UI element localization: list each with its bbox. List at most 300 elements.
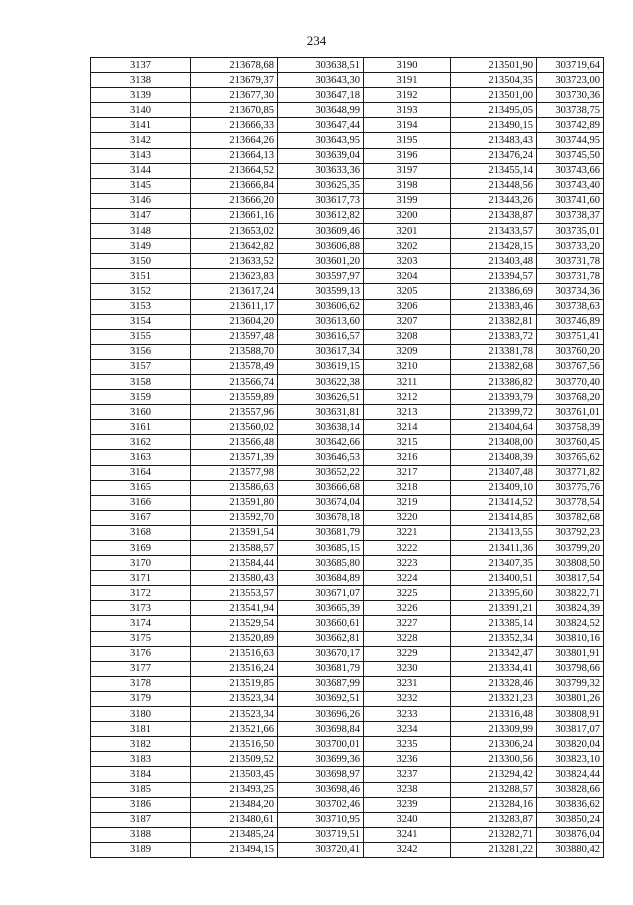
point-number-cell: 3196 (364, 148, 451, 163)
y-coordinate-cell: 303692,51 (278, 691, 364, 706)
point-number-cell: 3163 (91, 450, 191, 465)
point-number-cell: 3227 (364, 616, 451, 631)
point-number-cell: 3170 (91, 556, 191, 571)
y-coordinate-cell: 303733,20 (537, 239, 604, 254)
point-number-cell: 3137 (91, 58, 191, 73)
table-row (91, 118, 604, 133)
y-coordinate-cell: 303710,95 (278, 812, 364, 827)
y-coordinate-cell: 303730,36 (537, 88, 604, 103)
x-coordinate-cell: 213580,43 (191, 571, 278, 586)
table-row (91, 842, 604, 857)
y-coordinate-cell: 303824,39 (537, 601, 604, 616)
x-coordinate-cell: 213633,52 (191, 254, 278, 269)
x-coordinate-cell: 213677,30 (191, 88, 278, 103)
x-coordinate-cell: 213578,49 (191, 359, 278, 374)
x-coordinate-cell: 213520,89 (191, 631, 278, 646)
y-coordinate-cell: 303746,89 (537, 314, 604, 329)
point-number-cell: 3197 (364, 163, 451, 178)
point-number-cell: 3154 (91, 314, 191, 329)
y-coordinate-cell: 303731,78 (537, 269, 604, 284)
table-row (91, 601, 604, 616)
x-coordinate-cell: 213516,50 (191, 737, 278, 752)
y-coordinate-cell: 303799,20 (537, 541, 604, 556)
x-coordinate-cell: 213623,83 (191, 269, 278, 284)
table-row (91, 374, 604, 389)
y-coordinate-cell: 303625,35 (278, 178, 364, 193)
point-number-cell: 3231 (364, 676, 451, 691)
y-coordinate-cell: 303719,64 (537, 58, 604, 73)
y-coordinate-cell: 303670,17 (278, 646, 364, 661)
point-number-cell: 3183 (91, 752, 191, 767)
y-coordinate-cell: 303687,99 (278, 676, 364, 691)
y-coordinate-cell: 303647,18 (278, 88, 364, 103)
x-coordinate-cell: 213382,81 (451, 314, 537, 329)
point-number-cell: 3215 (364, 435, 451, 450)
point-number-cell: 3211 (364, 374, 451, 389)
x-coordinate-cell: 213588,57 (191, 541, 278, 556)
point-number-cell: 3195 (364, 133, 451, 148)
table-row (91, 239, 604, 254)
x-coordinate-cell: 213283,87 (451, 812, 537, 827)
y-coordinate-cell: 303617,73 (278, 193, 364, 208)
point-number-cell: 3150 (91, 254, 191, 269)
y-coordinate-cell: 303817,07 (537, 722, 604, 737)
table-row (91, 103, 604, 118)
y-coordinate-cell: 303612,82 (278, 208, 364, 223)
point-number-cell: 3159 (91, 390, 191, 405)
table-row (91, 148, 604, 163)
x-coordinate-cell: 213484,20 (191, 797, 278, 812)
x-coordinate-cell: 213306,24 (451, 737, 537, 752)
x-coordinate-cell: 213642,82 (191, 239, 278, 254)
y-coordinate-cell: 303606,88 (278, 239, 364, 254)
point-number-cell: 3147 (91, 208, 191, 223)
x-coordinate-cell: 213480,61 (191, 812, 278, 827)
table-row (91, 299, 604, 314)
x-coordinate-cell: 213393,79 (451, 390, 537, 405)
y-coordinate-cell: 303719,51 (278, 827, 364, 842)
x-coordinate-cell: 213288,57 (451, 782, 537, 797)
x-coordinate-cell: 213493,25 (191, 782, 278, 797)
y-coordinate-cell: 303699,36 (278, 752, 364, 767)
y-coordinate-cell: 303599,13 (278, 284, 364, 299)
point-number-cell: 3191 (364, 73, 451, 88)
y-coordinate-cell: 303741,60 (537, 193, 604, 208)
x-coordinate-cell: 213414,85 (451, 510, 537, 525)
point-number-cell: 3138 (91, 73, 191, 88)
x-coordinate-cell: 213611,17 (191, 299, 278, 314)
x-coordinate-cell: 213394,57 (451, 269, 537, 284)
y-coordinate-cell: 303681,79 (278, 525, 364, 540)
y-coordinate-cell: 303836,62 (537, 797, 604, 812)
point-number-cell: 3240 (364, 812, 451, 827)
point-number-cell: 3172 (91, 586, 191, 601)
y-coordinate-cell: 303609,46 (278, 224, 364, 239)
table-row (91, 556, 604, 571)
y-coordinate-cell: 303731,78 (537, 254, 604, 269)
table-row (91, 133, 604, 148)
point-number-cell: 3177 (91, 661, 191, 676)
table-row (91, 359, 604, 374)
table-row (91, 661, 604, 676)
point-number-cell: 3225 (364, 586, 451, 601)
x-coordinate-cell: 213557,96 (191, 405, 278, 420)
x-coordinate-cell: 213352,34 (451, 631, 537, 646)
point-number-cell: 3198 (364, 178, 451, 193)
x-coordinate-cell: 213521,66 (191, 722, 278, 737)
point-number-cell: 3202 (364, 239, 451, 254)
y-coordinate-cell: 303738,63 (537, 299, 604, 314)
x-coordinate-cell: 213653,02 (191, 224, 278, 239)
y-coordinate-cell: 303652,22 (278, 465, 364, 480)
point-number-cell: 3223 (364, 556, 451, 571)
x-coordinate-cell: 213566,74 (191, 374, 278, 389)
y-coordinate-cell: 303808,91 (537, 707, 604, 722)
point-number-cell: 3222 (364, 541, 451, 556)
y-coordinate-cell: 303760,20 (537, 344, 604, 359)
y-coordinate-cell: 303723,00 (537, 73, 604, 88)
y-coordinate-cell: 303758,39 (537, 420, 604, 435)
point-number-cell: 3148 (91, 224, 191, 239)
y-coordinate-cell: 303698,97 (278, 767, 364, 782)
x-coordinate-cell: 213282,71 (451, 827, 537, 842)
point-number-cell: 3229 (364, 646, 451, 661)
x-coordinate-cell: 213409,10 (451, 480, 537, 495)
x-coordinate-cell: 213516,63 (191, 646, 278, 661)
table-row (91, 58, 604, 73)
point-number-cell: 3209 (364, 344, 451, 359)
y-coordinate-cell: 303876,04 (537, 827, 604, 842)
table-row (91, 405, 604, 420)
x-coordinate-cell: 213664,13 (191, 148, 278, 163)
point-number-cell: 3234 (364, 722, 451, 737)
table-row (91, 329, 604, 344)
y-coordinate-cell: 303662,81 (278, 631, 364, 646)
y-coordinate-cell: 303684,89 (278, 571, 364, 586)
x-coordinate-cell: 213328,46 (451, 676, 537, 691)
x-coordinate-cell: 213591,80 (191, 495, 278, 510)
x-coordinate-cell: 213400,51 (451, 571, 537, 586)
table-row (91, 525, 604, 540)
x-coordinate-cell: 213566,48 (191, 435, 278, 450)
point-number-cell: 3206 (364, 299, 451, 314)
x-coordinate-cell: 213386,82 (451, 374, 537, 389)
point-number-cell: 3207 (364, 314, 451, 329)
y-coordinate-cell: 303671,07 (278, 586, 364, 601)
x-coordinate-cell: 213383,72 (451, 329, 537, 344)
table-row (91, 254, 604, 269)
point-number-cell: 3157 (91, 359, 191, 374)
x-coordinate-cell: 213321,23 (451, 691, 537, 706)
x-coordinate-cell: 213408,39 (451, 450, 537, 465)
point-number-cell: 3155 (91, 329, 191, 344)
x-coordinate-cell: 213385,14 (451, 616, 537, 631)
x-coordinate-cell: 213294,42 (451, 767, 537, 782)
y-coordinate-cell: 303678,18 (278, 510, 364, 525)
y-coordinate-cell: 303742,89 (537, 118, 604, 133)
table-row (91, 737, 604, 752)
x-coordinate-cell: 213666,84 (191, 178, 278, 193)
point-number-cell: 3139 (91, 88, 191, 103)
x-coordinate-cell: 213381,78 (451, 344, 537, 359)
x-coordinate-cell: 213281,22 (451, 842, 537, 857)
table-row (91, 631, 604, 646)
x-coordinate-cell: 213495,05 (451, 103, 537, 118)
point-number-cell: 3141 (91, 118, 191, 133)
y-coordinate-cell: 303743,40 (537, 178, 604, 193)
point-number-cell: 3219 (364, 495, 451, 510)
point-number-cell: 3152 (91, 284, 191, 299)
point-number-cell: 3236 (364, 752, 451, 767)
table-row (91, 782, 604, 797)
point-number-cell: 3145 (91, 178, 191, 193)
x-coordinate-cell: 213316,48 (451, 707, 537, 722)
table-row (91, 812, 604, 827)
y-coordinate-cell: 303638,14 (278, 420, 364, 435)
table-row (91, 480, 604, 495)
y-coordinate-cell: 303601,20 (278, 254, 364, 269)
x-coordinate-cell: 213443,26 (451, 193, 537, 208)
table-row (91, 676, 604, 691)
table-row (91, 827, 604, 842)
page-number: 234 (306, 33, 327, 48)
point-number-cell: 3242 (364, 842, 451, 857)
point-number-cell: 3201 (364, 224, 451, 239)
x-coordinate-cell: 213503,45 (191, 767, 278, 782)
point-number-cell: 3140 (91, 103, 191, 118)
y-coordinate-cell: 303850,24 (537, 812, 604, 827)
x-coordinate-cell: 213509,52 (191, 752, 278, 767)
table-row (91, 797, 604, 812)
y-coordinate-cell: 303613,60 (278, 314, 364, 329)
table-row (91, 178, 604, 193)
point-number-cell: 3193 (364, 103, 451, 118)
y-coordinate-cell: 303702,46 (278, 797, 364, 812)
x-coordinate-cell: 213617,24 (191, 284, 278, 299)
y-coordinate-cell: 303767,56 (537, 359, 604, 374)
table-row (91, 691, 604, 706)
y-coordinate-cell: 303760,45 (537, 435, 604, 450)
x-coordinate-cell: 213670,85 (191, 103, 278, 118)
x-coordinate-cell: 213414,52 (451, 495, 537, 510)
y-coordinate-cell: 303674,04 (278, 495, 364, 510)
point-number-cell: 3164 (91, 465, 191, 480)
x-coordinate-cell: 213664,52 (191, 163, 278, 178)
y-coordinate-cell: 303745,50 (537, 148, 604, 163)
point-number-cell: 3226 (364, 601, 451, 616)
table-row (91, 344, 604, 359)
x-coordinate-cell: 213438,87 (451, 208, 537, 223)
point-number-cell: 3162 (91, 435, 191, 450)
y-coordinate-cell: 303648,99 (278, 103, 364, 118)
point-number-cell: 3184 (91, 767, 191, 782)
y-coordinate-cell: 303734,36 (537, 284, 604, 299)
x-coordinate-cell: 213586,63 (191, 480, 278, 495)
point-number-cell: 3204 (364, 269, 451, 284)
x-coordinate-cell: 213476,24 (451, 148, 537, 163)
y-coordinate-cell: 303761,01 (537, 405, 604, 420)
point-number-cell: 3169 (91, 541, 191, 556)
point-number-cell: 3241 (364, 827, 451, 842)
table-row (91, 465, 604, 480)
x-coordinate-cell: 213591,54 (191, 525, 278, 540)
y-coordinate-cell: 303639,04 (278, 148, 364, 163)
y-coordinate-cell: 303744,95 (537, 133, 604, 148)
y-coordinate-cell: 303824,44 (537, 767, 604, 782)
x-coordinate-cell: 213483,43 (451, 133, 537, 148)
point-number-cell: 3216 (364, 450, 451, 465)
point-number-cell: 3189 (91, 842, 191, 857)
y-coordinate-cell: 303735,01 (537, 224, 604, 239)
y-coordinate-cell: 303626,51 (278, 390, 364, 405)
point-number-cell: 3188 (91, 827, 191, 842)
y-coordinate-cell: 303778,54 (537, 495, 604, 510)
point-number-cell: 3143 (91, 148, 191, 163)
point-number-cell: 3203 (364, 254, 451, 269)
table-row (91, 752, 604, 767)
point-number-cell: 3179 (91, 691, 191, 706)
y-coordinate-cell: 303770,40 (537, 374, 604, 389)
point-number-cell: 3214 (364, 420, 451, 435)
x-coordinate-cell: 213592,70 (191, 510, 278, 525)
x-coordinate-cell: 213284,16 (451, 797, 537, 812)
point-number-cell: 3224 (364, 571, 451, 586)
y-coordinate-cell: 303801,26 (537, 691, 604, 706)
point-number-cell: 3218 (364, 480, 451, 495)
point-number-cell: 3142 (91, 133, 191, 148)
y-coordinate-cell: 303617,34 (278, 344, 364, 359)
point-number-cell: 3194 (364, 118, 451, 133)
point-number-cell: 3173 (91, 601, 191, 616)
point-number-cell: 3186 (91, 797, 191, 812)
x-coordinate-cell: 213666,20 (191, 193, 278, 208)
y-coordinate-cell: 303696,26 (278, 707, 364, 722)
x-coordinate-cell: 213395,60 (451, 586, 537, 601)
point-number-cell: 3171 (91, 571, 191, 586)
x-coordinate-cell: 213597,48 (191, 329, 278, 344)
point-number-cell: 3230 (364, 661, 451, 676)
x-coordinate-cell: 213413,55 (451, 525, 537, 540)
point-number-cell: 3176 (91, 646, 191, 661)
x-coordinate-cell: 213501,90 (451, 58, 537, 73)
table-row (91, 284, 604, 299)
x-coordinate-cell: 213541,94 (191, 601, 278, 616)
y-coordinate-cell: 303822,71 (537, 586, 604, 601)
table-row (91, 224, 604, 239)
point-number-cell: 3232 (364, 691, 451, 706)
y-coordinate-cell: 303823,10 (537, 752, 604, 767)
x-coordinate-cell: 213411,36 (451, 541, 537, 556)
point-number-cell: 3235 (364, 737, 451, 752)
point-number-cell: 3239 (364, 797, 451, 812)
point-number-cell: 3237 (364, 767, 451, 782)
point-number-cell: 3180 (91, 707, 191, 722)
y-coordinate-cell: 303775,76 (537, 480, 604, 495)
x-coordinate-cell: 213485,24 (191, 827, 278, 842)
table-row (91, 646, 604, 661)
x-coordinate-cell: 213501,00 (451, 88, 537, 103)
x-coordinate-cell: 213383,46 (451, 299, 537, 314)
x-coordinate-cell: 213559,89 (191, 390, 278, 405)
point-number-cell: 3213 (364, 405, 451, 420)
x-coordinate-cell: 213664,26 (191, 133, 278, 148)
y-coordinate-cell: 303771,82 (537, 465, 604, 480)
x-coordinate-cell: 213448,56 (451, 178, 537, 193)
x-coordinate-cell: 213399,72 (451, 405, 537, 420)
x-coordinate-cell: 213407,35 (451, 556, 537, 571)
x-coordinate-cell: 213391,21 (451, 601, 537, 616)
table-row (91, 495, 604, 510)
point-number-cell: 3149 (91, 239, 191, 254)
table-row (91, 208, 604, 223)
x-coordinate-cell: 213455,14 (451, 163, 537, 178)
y-coordinate-cell: 303792,23 (537, 525, 604, 540)
x-coordinate-cell: 213404,64 (451, 420, 537, 435)
x-coordinate-cell: 213504,35 (451, 73, 537, 88)
table-row (91, 435, 604, 450)
y-coordinate-cell: 303666,68 (278, 480, 364, 495)
y-coordinate-cell: 303768,20 (537, 390, 604, 405)
x-coordinate-cell: 213494,15 (191, 842, 278, 857)
point-number-cell: 3238 (364, 782, 451, 797)
y-coordinate-cell: 303765,62 (537, 450, 604, 465)
table-row (91, 571, 604, 586)
x-coordinate-cell: 213342,47 (451, 646, 537, 661)
y-coordinate-cell: 303606,62 (278, 299, 364, 314)
table-row (91, 767, 604, 782)
table-body (91, 58, 604, 858)
point-number-cell: 3153 (91, 299, 191, 314)
point-number-cell: 3161 (91, 420, 191, 435)
x-coordinate-cell: 213577,98 (191, 465, 278, 480)
table-row (91, 420, 604, 435)
y-coordinate-cell: 303698,84 (278, 722, 364, 737)
x-coordinate-cell: 213560,02 (191, 420, 278, 435)
point-number-cell: 3187 (91, 812, 191, 827)
coordinates-table (90, 57, 604, 858)
y-coordinate-cell: 303820,04 (537, 737, 604, 752)
point-number-cell: 3190 (364, 58, 451, 73)
table-row (91, 163, 604, 178)
table-row (91, 616, 604, 631)
y-coordinate-cell: 303799,32 (537, 676, 604, 691)
point-number-cell: 3175 (91, 631, 191, 646)
y-coordinate-cell: 303643,95 (278, 133, 364, 148)
y-coordinate-cell: 303616,57 (278, 329, 364, 344)
x-coordinate-cell: 213588,70 (191, 344, 278, 359)
point-number-cell: 3212 (364, 390, 451, 405)
y-coordinate-cell: 303782,68 (537, 510, 604, 525)
point-number-cell: 3165 (91, 480, 191, 495)
y-coordinate-cell: 303643,30 (278, 73, 364, 88)
y-coordinate-cell: 303810,16 (537, 631, 604, 646)
x-coordinate-cell: 213679,37 (191, 73, 278, 88)
x-coordinate-cell: 213433,57 (451, 224, 537, 239)
point-number-cell: 3228 (364, 631, 451, 646)
point-number-cell: 3167 (91, 510, 191, 525)
point-number-cell: 3220 (364, 510, 451, 525)
point-number-cell: 3205 (364, 284, 451, 299)
table-row (91, 722, 604, 737)
table-row (91, 707, 604, 722)
x-coordinate-cell: 213529,54 (191, 616, 278, 631)
point-number-cell: 3151 (91, 269, 191, 284)
table-row (91, 510, 604, 525)
y-coordinate-cell: 303751,41 (537, 329, 604, 344)
x-coordinate-cell: 213523,34 (191, 691, 278, 706)
point-number-cell: 3221 (364, 525, 451, 540)
y-coordinate-cell: 303638,51 (278, 58, 364, 73)
